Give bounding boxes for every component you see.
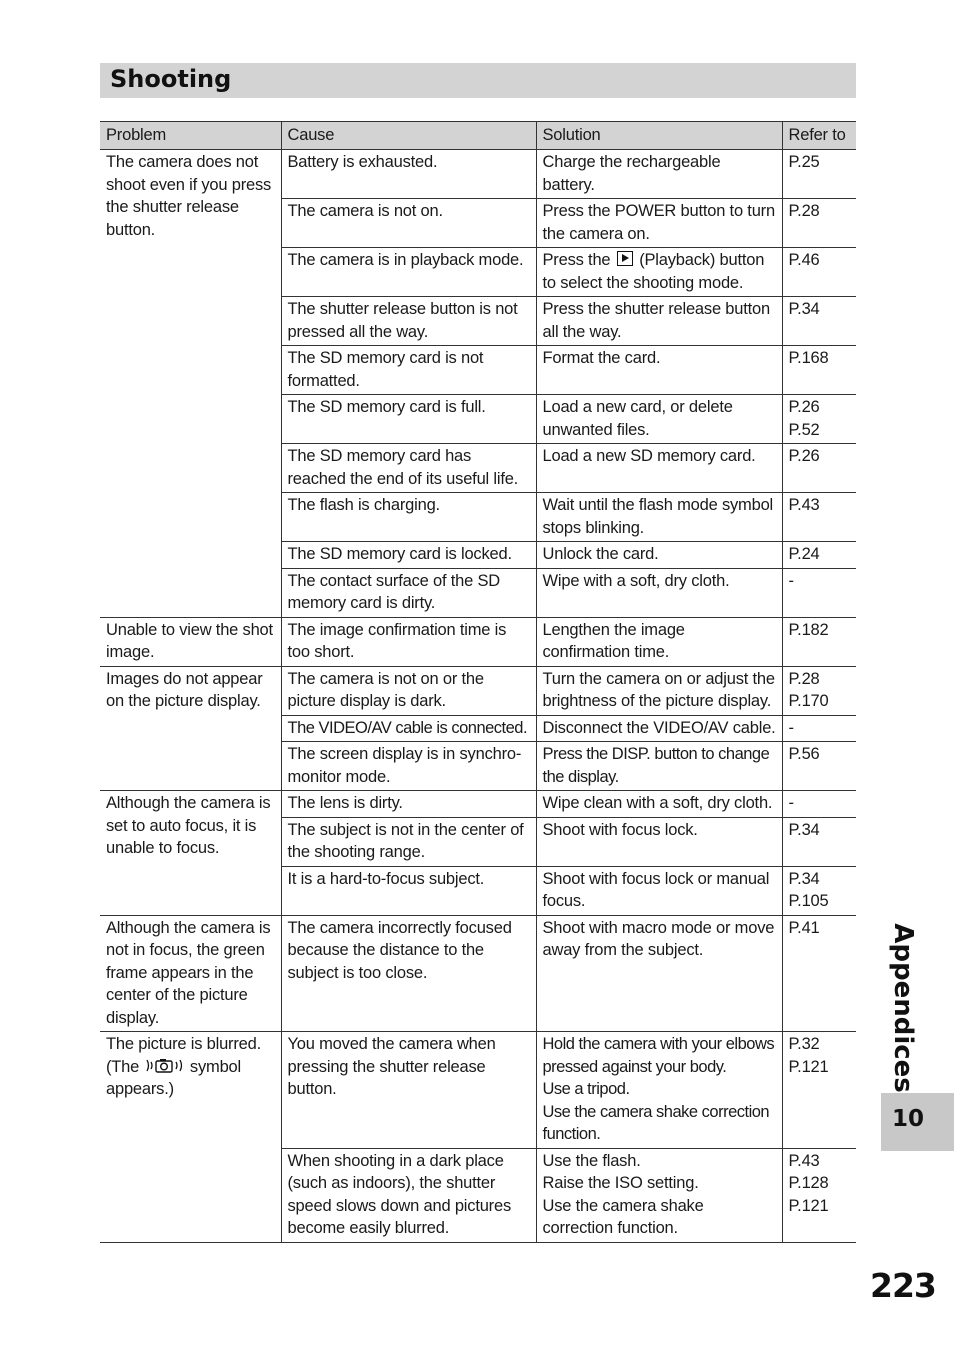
refer-cell [782,866,856,915]
solution-cell [536,1148,782,1242]
refer-page: P.28 [788,669,820,688]
problem-text-part: symbol [189,1057,241,1076]
chapter-number: 10 [892,1106,925,1132]
cause-cell: The camera is in playback mode. [281,248,536,297]
problem-cell: Although the camera is not in focus, the green frame appears in the center of the picture display. [100,915,281,1032]
table-row [100,150,856,199]
chapter-number-box [881,1093,954,1151]
table-header-row [100,122,856,150]
solution-cell [536,1032,782,1149]
problem-cell: Images do not appear on the picture display. [100,666,281,791]
solution-cell: Charge the rechargeable battery. [536,150,782,199]
solution-cell: Wait until the flash mode symbol stops blinking. [536,493,782,542]
refer-cell [782,395,856,444]
cause-cell: The shutter release button is not pressed all the way. [281,297,536,346]
solution-cell: Turn the camera on or adjust the brightness of the picture display. [536,666,782,715]
solution-text: to select the shooting mode. [542,273,744,292]
section-title: Shooting [110,65,232,93]
refer-cell: P.41 [782,915,856,1032]
solution-cell: Unlock the card. [536,542,782,569]
solution-cell: Shoot with focus lock or manual focus. [536,866,782,915]
problem-cell: Although the camera is set to auto focus, it is unable to focus. [100,791,281,916]
refer-cell: P.28 [782,199,856,248]
solution-cell: Load a new SD memory card. [536,444,782,493]
refer-cell: P.182 [782,617,856,666]
refer-cell: P.46 [782,248,856,297]
solution-text: Press the [542,251,611,269]
problem-text: appears.) [106,1080,174,1098]
problem-text-part: (The [106,1057,140,1076]
refer-cell: P.24 [782,542,856,569]
cause-cell: The SD memory card is not formatted. [281,346,536,395]
table-row [100,915,856,1032]
problem-cell: Unable to view the shot image. [100,617,281,666]
refer-cell: P.34 [782,297,856,346]
refer-page: P.34 [788,869,820,888]
solution-text: Use a tripod. [542,1080,630,1098]
troubleshooting-table [100,121,856,1243]
solution-cell [536,248,782,297]
cause-cell: The flash is charging. [281,493,536,542]
table-row [100,617,856,666]
refer-cell: P.56 [782,742,856,791]
solution-cell: Wipe with a soft, dry cloth. [536,568,782,617]
camera-shake-icon [145,1057,185,1074]
solution-text: Hold the camera with your elbows pressed against your body. [542,1035,775,1076]
problem-text [106,1056,276,1079]
header-refer-to: Refer to [782,122,856,150]
refer-page: P.26 [788,398,820,416]
cause-cell: The image confirmation time is too short. [281,617,536,666]
refer-page: P.121 [788,1057,829,1076]
refer-cell: P.26 [782,444,856,493]
chapter-side-tab [878,922,928,1093]
solution-text: Use the camera shake correction function. [542,1196,704,1237]
cause-cell: It is a hard-to-focus subject. [281,866,536,915]
solution-text: Use the camera shake correction function. [542,1102,770,1143]
refer-page: P.52 [788,420,820,439]
refer-cell [782,666,856,715]
cause-cell: The VIDEO/AV cable is connected. [281,715,536,742]
solution-cell: Shoot with focus lock. [536,817,782,866]
refer-page: P.43 [788,1151,820,1170]
refer-cell: P.34 [782,817,856,866]
problem-cell: The camera does not shoot even if you press the shutter release button. [100,150,281,618]
refer-cell: P.25 [782,150,856,199]
table-row [100,1032,856,1149]
refer-page: P.32 [788,1035,820,1053]
page-number: 223 [870,1266,936,1305]
solution-text: (Playback) button [639,251,765,269]
chapter-label: Appendices [888,922,918,1093]
refer-page: P.121 [788,1196,829,1215]
refer-cell: P.168 [782,346,856,395]
cause-cell: You moved the camera when pressing the shutter release button. [281,1032,536,1149]
solution-cell: Format the card. [536,346,782,395]
cause-cell: The camera is not on or the picture display is dark. [281,666,536,715]
refer-cell [782,1032,856,1149]
table-row [100,666,856,715]
problem-text: The picture is blurred. [106,1035,261,1053]
cause-cell: The camera is not on. [281,199,536,248]
section-header-bar [100,63,856,98]
cause-cell: The SD memory card has reached the end of its useful life. [281,444,536,493]
cause-cell: The lens is dirty. [281,791,536,818]
cause-cell: Battery is exhausted. [281,150,536,199]
solution-cell: Press the POWER button to turn the camera on. [536,199,782,248]
refer-cell: - [782,568,856,617]
refer-page: P.128 [788,1174,829,1192]
cause-cell: When shooting in a dark place (such as indoors), the shutter speed slows down and pictures become easily blurred. [281,1148,536,1242]
cause-cell: The SD memory card is locked. [281,542,536,569]
refer-cell [782,1148,856,1242]
refer-cell: - [782,715,856,742]
cause-cell: The SD memory card is full. [281,395,536,444]
cause-cell: The screen display is in synchro-monitor mode. [281,742,536,791]
cause-cell: The contact surface of the SD memory card is dirty. [281,568,536,617]
table-row [100,791,856,818]
solution-cell: Press the DISP. button to change the display. [536,742,782,791]
solution-cell: Wipe clean with a soft, dry cloth. [536,791,782,818]
solution-cell: Load a new card, or delete unwanted files. [536,395,782,444]
cause-cell: The subject is not in the center of the shooting range. [281,817,536,866]
solution-text: Use the flash. [542,1151,641,1170]
header-problem: Problem [100,122,281,150]
solution-cell: Shoot with macro mode or move away from the subject. [536,915,782,1032]
refer-cell: P.43 [782,493,856,542]
solution-cell: Lengthen the image confirmation time. [536,617,782,666]
header-solution: Solution [536,122,782,150]
refer-page: P.170 [788,692,829,710]
solution-cell: Press the shutter release button all the way. [536,297,782,346]
cause-cell: The camera incorrectly focused because the distance to the subject is too close. [281,915,536,1032]
solution-text: Raise the ISO setting. [542,1174,699,1192]
refer-cell: - [782,791,856,818]
refer-page: P.105 [788,892,829,910]
problem-cell [100,1032,281,1243]
header-cause: Cause [281,122,536,150]
solution-cell: Disconnect the VIDEO/AV cable. [536,715,782,742]
playback-icon [617,251,633,266]
